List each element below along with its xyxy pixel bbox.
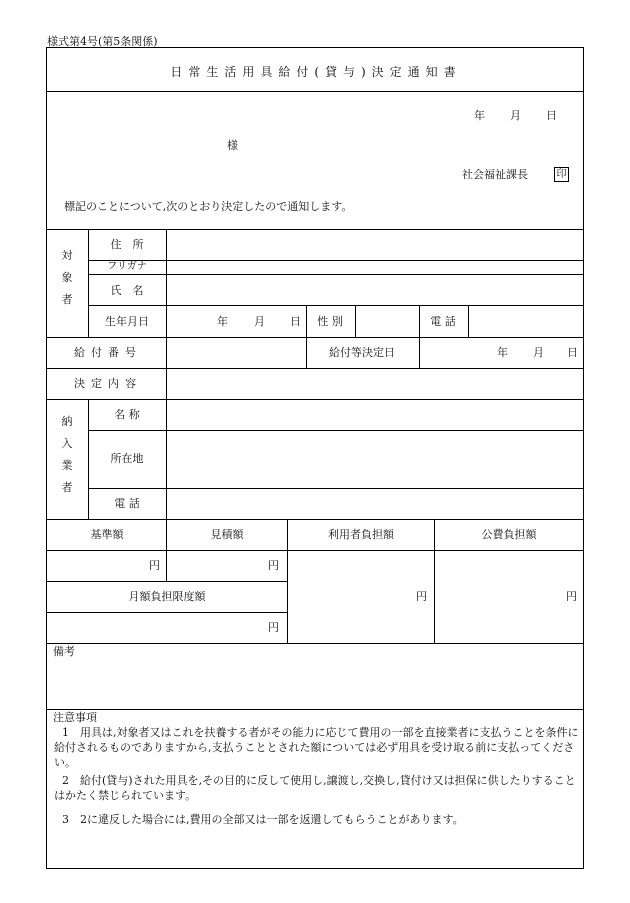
rule-supplier-group — [88, 399, 89, 519]
monthly-cap-label: 月額負担限度額 — [128, 590, 206, 603]
rule-label-column — [166, 229, 167, 399]
gender-label: 性 別 — [317, 315, 343, 328]
monthly-cap-yen: 円 — [268, 621, 279, 634]
standard-amount-label: 基準額 — [90, 528, 124, 541]
supplier-group-label: 納 入 業 者 — [61, 415, 73, 494]
user-share-yen: 円 — [416, 590, 427, 603]
decision-date-label: 給付等決定日 — [329, 346, 395, 359]
issuer-title: 社会福祉課長 — [462, 168, 528, 181]
rule-furigana — [88, 274, 583, 275]
rule-phone-left — [419, 305, 420, 368]
form-title: 日常生活用具給付(貸与)決定通知書 — [170, 65, 462, 79]
subject-group-label: 対 象 者 — [61, 249, 73, 306]
rule-title — [47, 91, 583, 92]
rule-name — [88, 305, 583, 306]
supplier-name-label: 名 称 — [114, 408, 140, 421]
rule-birthdate — [47, 337, 583, 338]
note-item: 1 用具は,対象者又はこれを扶養する者がその能力に応じて費用の一部を直接業者に支払うことを条件に給付されるものでありますから,支払うこととされた額については必ず用具を受け取る前に支払ってください。 — [54, 726, 579, 769]
supplier-location-label: 所在地 — [110, 452, 144, 465]
rule-subject-group — [88, 229, 89, 337]
furigana-label: フリガナ — [107, 261, 147, 272]
rule-benefit-number — [47, 368, 583, 369]
rule-supplier-label-column — [166, 399, 167, 519]
decision-date-year: 年 — [497, 346, 508, 359]
rule-estimate-right — [287, 519, 288, 643]
public-share-label: 公費負担額 — [481, 528, 537, 541]
issue-date-year: 年 — [474, 109, 485, 122]
note-item: 3 2に違反した場合には,費用の全部又は一部を返還してもらうことがあります。 — [62, 813, 464, 826]
decision-content-label: 決定内容 — [74, 377, 142, 390]
address-label: 住 所 — [110, 238, 144, 251]
supplier-phone-label: 電 話 — [114, 497, 140, 510]
birthdate-year: 年 — [217, 315, 228, 328]
name-label: 氏 名 — [110, 284, 144, 297]
birthdate-month: 月 — [254, 315, 265, 328]
benefit-number-label: 給付番号 — [74, 346, 142, 359]
rule-cap-header — [47, 612, 287, 613]
rule-gender-left — [306, 305, 307, 368]
rule-standard-right — [166, 519, 167, 581]
note-item: 2 給付(貸与)された用具を,その目的に反して使用し,譲渡し,交換し,貸付け又は担保に供したりすることはかたく禁じられています。 — [54, 774, 576, 802]
rule-gender-right — [355, 305, 356, 337]
rule-supplier — [47, 519, 583, 520]
rule-amounts — [47, 643, 583, 644]
birthdate-label: 生年月日 — [105, 315, 149, 328]
rule-amount-values — [47, 581, 287, 582]
form-number-label: 様式第4号(第5条関係) — [47, 35, 158, 48]
rule-phone-right — [468, 305, 469, 337]
phone-label: 電 話 — [430, 315, 456, 328]
intro-text: 標記のことについて,次のとおり決定したので通知します。 — [64, 200, 353, 213]
rule-supplier-location — [88, 488, 583, 489]
estimate-amount-label: 見積額 — [210, 528, 244, 541]
seal-mark: 印 — [554, 167, 569, 182]
user-share-label: 利用者負担額 — [328, 528, 394, 541]
standard-yen: 円 — [149, 559, 160, 572]
rule-user-share-right — [434, 519, 435, 643]
rule-remarks — [47, 709, 583, 710]
rule-supplier-name — [88, 430, 583, 431]
rule-address — [88, 260, 583, 261]
decision-date-day: 日 — [567, 346, 578, 359]
public-share-yen: 円 — [566, 590, 577, 603]
recipient-suffix: 様 — [227, 139, 238, 152]
estimate-yen: 円 — [268, 559, 279, 572]
remarks-label: 備考 — [53, 645, 75, 658]
issue-date-day: 日 — [546, 109, 557, 122]
rule-decision — [47, 399, 583, 400]
rule-header — [47, 229, 583, 230]
decision-date-month: 月 — [533, 346, 544, 359]
issue-date-month: 月 — [510, 109, 521, 122]
rule-amount-header — [47, 550, 583, 551]
birthdate-day: 日 — [290, 315, 301, 328]
notes-label: 注意事項 — [53, 711, 97, 724]
